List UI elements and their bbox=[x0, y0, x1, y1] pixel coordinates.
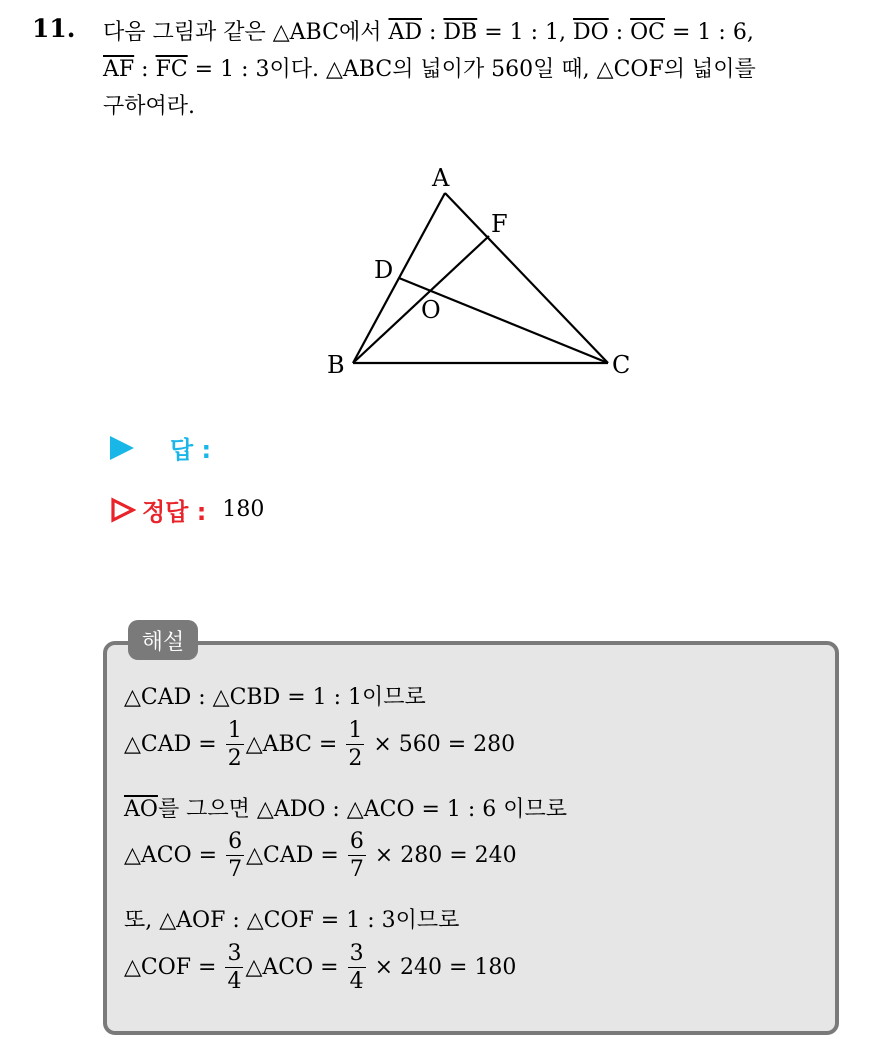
fraction: $\frac{3}{4}$ bbox=[349, 941, 364, 994]
label-b: B bbox=[327, 351, 345, 379]
question-line-3: 구하여라. bbox=[103, 94, 196, 119]
segment-db: $\overline{DB}$ bbox=[443, 20, 478, 45]
triangle-figure bbox=[318, 160, 658, 390]
correct-answer-label: 정답 : bbox=[142, 498, 207, 526]
solution-line-2: △CAD = $\frac{1}{2}$ △ABC = $\frac{1}{2}$ × 560 = 280 bbox=[124, 718, 516, 771]
segment-ao: $\overline{AO}$ bbox=[124, 797, 158, 822]
solution-line-4: △ACO = $\frac{6}{7}$ △CAD = $\frac{6}{7}$ × 280 = 240 bbox=[124, 829, 517, 882]
question-number: 11. bbox=[32, 14, 76, 43]
segment-ad: $\overline{AD}$ bbox=[388, 20, 422, 45]
edge-ac bbox=[445, 193, 608, 363]
label-c: C bbox=[612, 351, 631, 379]
correct-answer-row bbox=[110, 492, 264, 527]
fraction: $\frac{6}{7}$ bbox=[349, 829, 364, 882]
solution-line-1: △CAD : △CBD = 1 : 1이므로 bbox=[124, 685, 426, 710]
outline-triangle-icon bbox=[110, 497, 136, 523]
fraction: $\frac{1}{2}$ bbox=[227, 718, 242, 771]
solution-tab: 해설 bbox=[128, 620, 198, 660]
segment-af: $\overline{AF}$ bbox=[103, 57, 135, 82]
question-line-2: $\overline{AF}$ : $\overline{FC} = 1$ : 3이다. △ABC의 넓이가 560일 때, △COF의 넓이를 bbox=[103, 57, 756, 82]
fraction: $\frac{1}{2}$ bbox=[348, 718, 363, 771]
fraction: $\frac{6}{7}$ bbox=[228, 829, 243, 882]
question-line-1: 다음 그림과 같은 △ABC에서 $\overline{AD}$ : $\overline{DB} = 1$ : 1, $\overline{DO}$ : $\overline{OC} = 1$ : 6, bbox=[103, 20, 754, 45]
label-d: D bbox=[374, 256, 394, 284]
segment-oc: $\overline{OC}$ bbox=[630, 20, 665, 45]
label-f: F bbox=[491, 210, 508, 238]
label-o: O bbox=[421, 296, 441, 324]
answer-blank-row bbox=[110, 430, 211, 465]
answer-label: 답 : bbox=[170, 436, 212, 464]
segment-do: $\overline{DO}$ bbox=[573, 20, 609, 45]
segment-fc: $\overline{FC}$ bbox=[155, 57, 188, 82]
solution-line-5: 또, △AOF : △COF = 1 : 3이므로 bbox=[124, 908, 460, 933]
question-text bbox=[103, 14, 873, 125]
label-a: A bbox=[432, 164, 450, 192]
solution-line-3: $\overline{AO}$를 그으면 △ADO : △ACO = 1 : 6 이므로 bbox=[124, 797, 568, 822]
play-triangle-icon bbox=[110, 436, 134, 460]
fraction: $\frac{3}{4}$ bbox=[227, 941, 242, 994]
correct-answer-value: 180 bbox=[222, 497, 265, 522]
solution-line-6: △COF = $\frac{3}{4}$ △ACO = $\frac{3}{4}$ × 240 = 180 bbox=[124, 941, 517, 994]
